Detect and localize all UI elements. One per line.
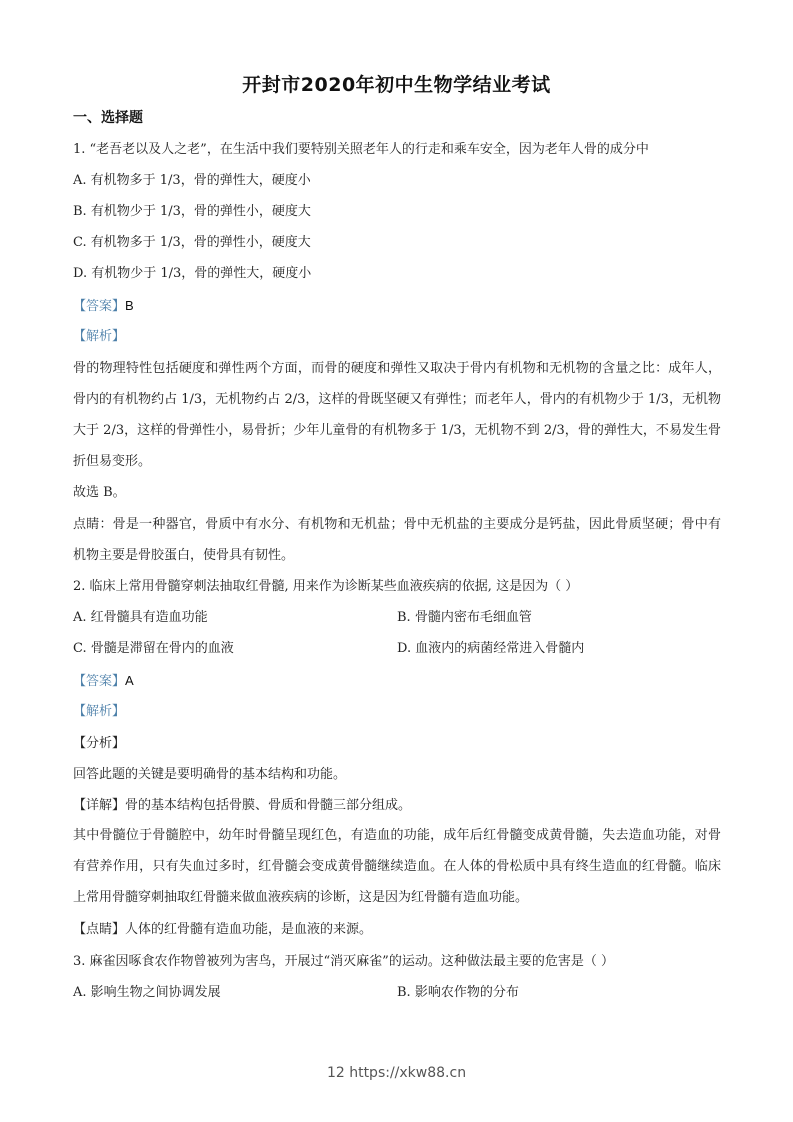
question-3-option-b: B. 影响农作物的分布 bbox=[397, 985, 519, 1000]
question-1-conclusion: 故选 B。 bbox=[73, 485, 126, 500]
question-1-option-a: A. 有机物多于 1/3，骨的弹性大，硬度小 bbox=[73, 173, 311, 188]
question-2-option-d: D. 血液内的病菌经常进入骨髓内 bbox=[397, 641, 585, 656]
question-1-option-c: C. 有机物多于 1/3，骨的弹性小，硬度大 bbox=[73, 235, 311, 250]
question-2-answer bbox=[73, 672, 134, 691]
dianjing-label: 【点睛】 bbox=[73, 922, 126, 937]
question-3-option-a: A. 影响生物之间协调发展 bbox=[73, 985, 221, 1000]
question-3-stem: 3. 麻雀因啄食农作物曾被列为害鸟，开展过“消灭麻雀”的运动。这种做法最主要的危害是（ ） bbox=[73, 954, 614, 969]
answer-value: B bbox=[125, 298, 134, 313]
question-2-analysis-label: 【解析】 bbox=[73, 704, 126, 719]
question-2-option-b: B. 骨髓内密布毛细血管 bbox=[397, 610, 532, 625]
question-1-answer bbox=[73, 297, 134, 316]
question-2-detail bbox=[73, 797, 411, 815]
question-1-option-b: B. 有机物少于 1/3，骨的弹性小，硬度大 bbox=[73, 204, 311, 219]
page-footer: 12 https://xkw88.cn bbox=[326, 1065, 467, 1081]
page-title: 开封市2020年初中生物学结业考试 bbox=[242, 74, 551, 96]
detail-first: 骨的基本结构包括骨膜、骨质和骨髓三部分组成。 bbox=[125, 798, 412, 813]
question-1-analysis-text: 骨的物理特性包括硬度和弹性两个方面，而骨的硬度和弹性又取决于骨内有机物和无机物的含量之比：成年人，骨内的有机物约占 1/3，无机物约占 2/3，这样的骨既坚硬又有弹性；而老年人，骨内的有机物少于 1/3，无机物大于 2/3，这样的骨弹性小，易骨折；少年儿童骨的有机物多于 1/3，无机物不到 2/3，骨的弹性大，不易发生骨折但易变形。 bbox=[73, 361, 721, 469]
answer-label: 【答案】 bbox=[73, 299, 126, 314]
answer-value: A bbox=[125, 673, 134, 688]
section-heading: 一、选择题 bbox=[73, 110, 143, 126]
question-1-comment: 点睛：骨是一种器官，骨质中有水分、有机物和无机盐；骨中无机盐的主要成分是钙盐，因此骨质坚硬；骨中有机物主要是骨胶蛋白，使骨具有韧性。 bbox=[73, 517, 721, 563]
question-2-fenxi-text: 回答此题的关键是要明确骨的基本结构和功能。 bbox=[73, 767, 347, 782]
question-2-detail-text: 其中骨髓位于骨髓腔中，幼年时骨髓呈现红色，有造血的功能，成年后红骨髓变成黄骨髓，失去造血功能，对骨有营养作用，只有失血过多时，红骨髓会变成黄骨髓继续造血。在人体的骨松质中具有终生造血的红骨髓。临床上常用骨髓穿刺抽取红骨髓来做血液疾病的诊断，这是因为红骨髓有造血功能。 bbox=[73, 828, 721, 905]
question-1-analysis-label: 【解析】 bbox=[73, 329, 126, 344]
answer-label: 【答案】 bbox=[73, 674, 126, 689]
question-1-stem: 1. “老吾老以及人之老”，在生活中我们要特别关照老年人的行走和乘车安全，因为老年人骨的成分中 bbox=[73, 142, 649, 157]
question-2-option-a: A. 红骨髓具有造血功能 bbox=[73, 610, 208, 625]
question-2-stem: 2. 临床上常用骨髓穿刺法抽取红骨髓, 用来作为诊断某些血液疾病的依据, 这是因为（ ） bbox=[73, 579, 579, 594]
question-2-option-c: C. 骨髓是滞留在骨内的血液 bbox=[73, 641, 234, 656]
dianjing-text: 人体的红骨髓有造血功能，是血液的来源。 bbox=[125, 922, 373, 937]
question-1-option-d: D. 有机物少于 1/3，骨的弹性大，硬度小 bbox=[73, 266, 312, 281]
question-2-fenxi-label: 【分析】 bbox=[73, 736, 126, 751]
detail-label: 【详解】 bbox=[73, 798, 126, 813]
question-2-dianjing bbox=[73, 921, 372, 939]
